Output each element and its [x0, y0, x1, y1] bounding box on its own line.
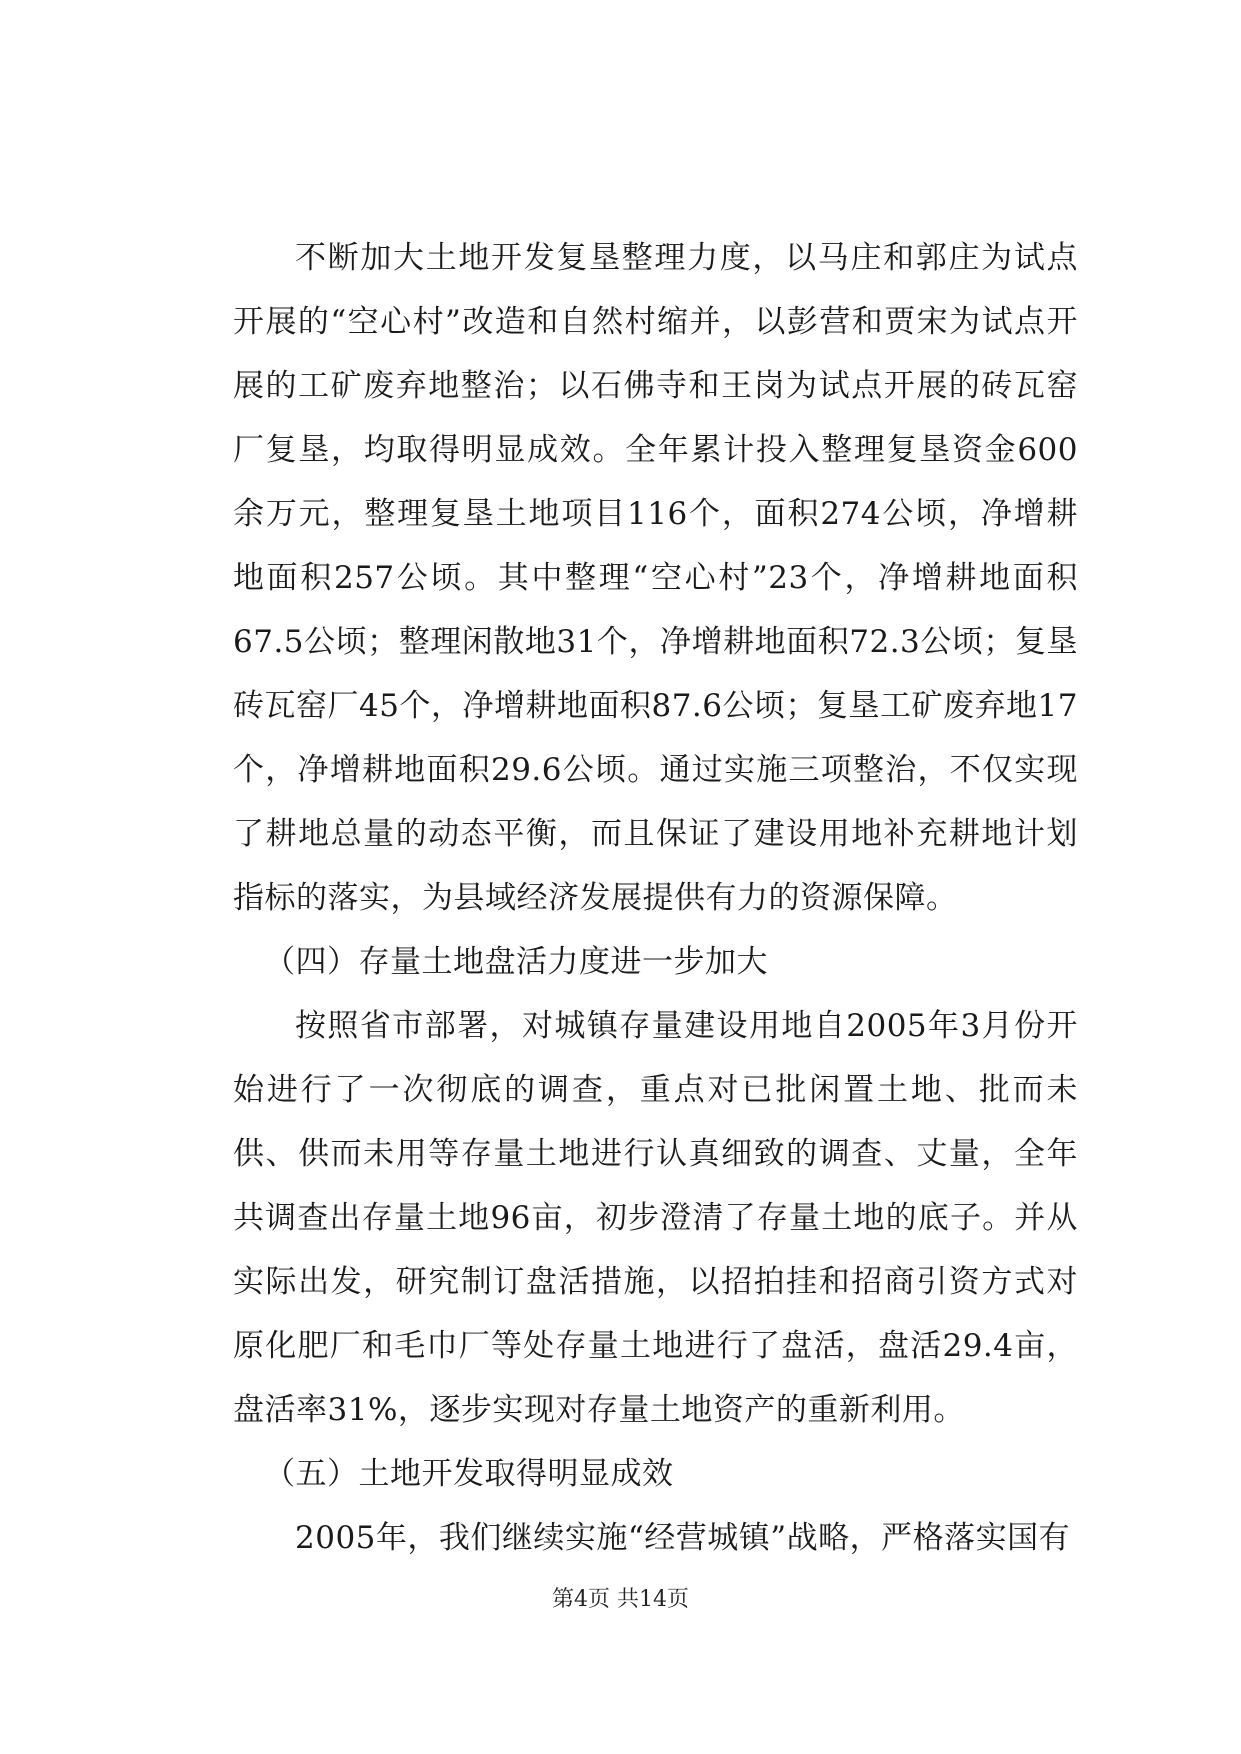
document-body — [233, 226, 1078, 1570]
paragraph-land-reclamation: 不断加大土地开发复垦整理力度，以马庄和郭庄为试点开展的“空心村”改造和自然村缩并，以彭营和贾宋为试点开展的工矿废弃地整治；以石佛寺和王岗为试点开展的砖瓦窑厂复垦，均取得明显成效。全年累计投入整理复垦资金600余万元，整理复垦土地项目116个，面积274公顷，净增耕地面积257公顷。其中整理“空心村”23个，净增耕地面积67.5公顷；整理闲散地31个，净增耕地面积72.3公顷；复垦砖瓦窑厂45个，净增耕地面积87.6公顷；复垦工矿废弃地17个，净增耕地面积29.6公顷。通过实施三项整治，不仅实现了耕地总量的动态平衡，而且保证了建设用地补充耕地计划指标的落实，为县域经济发展提供有力的资源保障。 — [233, 240, 1078, 916]
section-heading-4: （四）存量土地盘活力度进一步加大 — [264, 944, 768, 980]
paragraph-stock-land: 按照省市部署，对城镇存量建设用地自2005年3月份开始进行了一次彻底的调查，重点对已批闲置土地、批而未供、供而未用等存量土地进行认真细致的调查、丈量，全年共调查出存量土地96亩，初步澄清了存量土地的底子。并从实际出发，研究制订盘活措施，以招拍挂和招商引资方式对原化肥厂和毛巾厂等处存量土地进行了盘活，盘活29.4亩，盘活率31%，逐步实现对存量土地资产的重新利用。 — [233, 1008, 1078, 1428]
page-number-footer: 第4页 共14页 — [552, 1587, 689, 1612]
section-heading-5: （五）土地开发取得明显成效 — [264, 1456, 674, 1492]
paragraph-land-development: 2005年，我们继续实施“经营城镇”战略，严格落实国有 — [295, 1520, 1071, 1556]
